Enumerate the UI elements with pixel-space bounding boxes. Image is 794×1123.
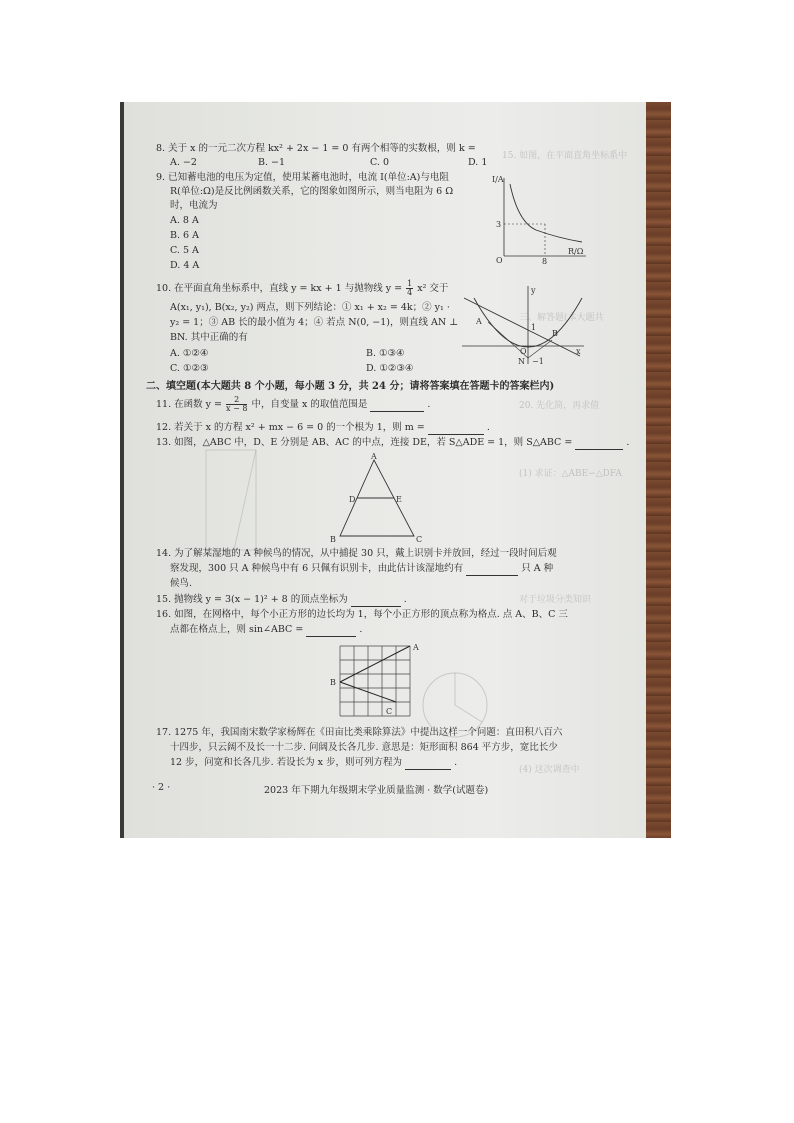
q10-label-b: B bbox=[552, 329, 558, 338]
q9-stem-3: 时，电流为 bbox=[170, 200, 218, 211]
exam-paper: 15. 如图，在平面直角坐标系中 三、解答题(本大题共 20. 先化简，再求值 (1) 求证：△ABE∽△DFA 对于垃圾分类知识 (4) 这次调查中 8. 关于 x 的一元二次方程 kx² + 2x − 1 = 0 有两个相等的实数根，则 k = A. −2 B. −1 C. 0 D. 1 9. 已知蓄电池的电压为定值，使用某蓄电池时，电流 I(单位:A)与电阻 R(单位:Ω)是反比例函数关系，它的图象如图所示，则当电阻为 6 Ω 时，电流为 A. 8 A B. 6 A C. 5 A D. 4 A I/A R/Ω O 3 8 10. 在平面直角坐标系中，直线 y = kx + 1 与抛物线 y = $\frac{1}{4}$ x² 交于 A(x₁, y₁), B(x₂, y₂) 两点，则下列结论：① x₁ + x₂ = 4k；② y₁ · y₂ = 1；③ AB 长的最小值为 4；④ 若点 N(0, −1)，则直线 AN ⊥ BN. 其中正确的有 A. ①②④ B. ①③④ C. ①②③ D. ①②③④ y A 1 B O x N −1 二、填空题(本大题共 8 个小题，每小题 3 分，共 24 分；请将答案填在答题卡的答案栏内) 11. 在函数 y = $\frac{2}{x - 8}$ 中，自变量 x 的取值范围是 . 12. 若关于 x 的方程 x² + mx − 6 = 0 的一个根为 1，则 m = . 13. 如图，△ABC 中，D、E 分别是 AB、AC 的中点，连接 DE，若 S△ADE = 1，则 S△ABC = . A D E B C 14. 为了解某湿地的 A 种候鸟的情况，从中捕捉 30 只，戴上识别卡并放回，经过一段时间后观 察发现，300 只 A 种候鸟中有 6 只佩有识别卡，由此估计该湿地约有 只 A 种 候鸟. 15. 抛物线 y = 3(x − 1)² + 8 的顶点坐标为 . 16. 如图，在网格中，每个小正方形的边长均为 1，每个小正方形的顶点称为格点. 点 A、B、C 三 点都在格点上，则 sin∠ABC = . A B C 17. 1275 年，我国南宋数学家杨辉在《田亩比类乘除算法》中提出这样一个问题：直田积八百六 十四步，只云阔不及长一十二步. 问阔及长各几步. 意思是：矩形面积 864 平方步，宽比长少 12 步，问宽和长各几步. 若设长为 x 步，则可列方程为 . · 2 · 2023 年下期九年级期末学业质量监测 · 数学(试题卷) bbox=[124, 102, 646, 838]
q16-label-c: C bbox=[386, 707, 393, 716]
section2-heading: 二、填空题(本大题共 8 个小题，每小题 3 分，共 24 分；请将答案填在答题卡的答案栏内) bbox=[146, 381, 555, 392]
q10-option-b: B. ①③④ bbox=[366, 348, 405, 359]
q13-answer-blank bbox=[575, 436, 623, 450]
q14-line-1: 14. 为了解某湿地的 A 种候鸟的情况，从中捕捉 30 只，戴上识别卡并放回，经过一段时间后观 bbox=[156, 548, 557, 559]
q16-segment-ba bbox=[340, 646, 410, 682]
q10-x-label: x bbox=[576, 347, 581, 356]
q10-label-n: N bbox=[518, 357, 525, 366]
q9-hyperbola bbox=[510, 184, 582, 242]
q10-stem-1: 10. 在平面直角坐标系中，直线 y = kx + 1 与抛物线 y = $\frac{1}{4}$ x² 交于 bbox=[156, 279, 449, 297]
q11-answer-blank bbox=[370, 398, 424, 412]
exam-photo bbox=[120, 102, 671, 838]
q9-y-axis-label: I/A bbox=[492, 175, 504, 184]
footer-title: 2023 年下期九年级期末学业质量监测 · 数学(试题卷) bbox=[264, 785, 489, 796]
q10-option-d: D. ①②③④ bbox=[366, 363, 414, 374]
q8-option-b: B. −1 bbox=[258, 157, 286, 168]
q11-fraction: $\frac{2}{x - 8}$ bbox=[226, 395, 248, 413]
q16-line-1: 16. 如图，在网格中，每个小正方形的边长均为 1，每个小正方形的顶点称为格点. 点 A、B、C 三 bbox=[156, 609, 568, 620]
q8-option-c: C. 0 bbox=[370, 157, 390, 168]
q9-x-axis-label: R/Ω bbox=[568, 247, 584, 256]
q11-stem: 11. 在函数 y = $\frac{2}{x - 8}$ 中，自变量 x 的取值范围是 . bbox=[156, 395, 431, 413]
q10-fraction: $\frac{1}{4}$ bbox=[407, 279, 413, 297]
q10-label-a: A bbox=[476, 317, 482, 326]
q13-label-d: D bbox=[349, 495, 356, 504]
q10-option-c: C. ①②③ bbox=[170, 363, 209, 374]
q9-option-a: A. 8 A bbox=[170, 215, 199, 226]
q12-answer-blank bbox=[428, 421, 484, 435]
q13-label-b: B bbox=[330, 535, 336, 544]
q16-label-b: B bbox=[330, 678, 336, 687]
q13-stem: 13. 如图，△ABC 中，D、E 分别是 AB、AC 的中点，连接 DE，若 S△ADE = 1，则 S△ABC = . bbox=[156, 437, 630, 448]
q17-answer-blank bbox=[405, 756, 451, 770]
q10-origin-label: O bbox=[520, 347, 527, 356]
q13-label-a: A bbox=[371, 452, 377, 461]
q9-option-b: B. 6 A bbox=[170, 230, 199, 241]
page-number: · 2 · bbox=[152, 782, 171, 793]
q16-label-a: A bbox=[413, 643, 419, 652]
q14-line-2: 察发现，300 只 A 种候鸟中有 6 只佩有识别卡，由此估计该湿地约有 只 A 种 bbox=[170, 563, 554, 574]
q17-line-2: 十四步，只云阔不及长一十二步. 问阔及长各几步. 意思是：矩形面积 864 平方步，宽比长少 bbox=[170, 742, 558, 753]
q8-option-d: D. 1 bbox=[468, 157, 488, 168]
q9-origin-label: O bbox=[496, 256, 503, 264]
q10-stem-4: BN. 其中正确的有 bbox=[170, 332, 248, 343]
q15-answer-blank bbox=[351, 593, 401, 607]
q15-stem: 15. 抛物线 y = 3(x − 1)² + 8 的顶点坐标为 . bbox=[156, 594, 407, 605]
q13-triangle-figure bbox=[322, 452, 432, 544]
q9-stem-2: R(单位:Ω)是反比例函数关系，它的图象如图所示，则当电阻为 6 Ω bbox=[170, 186, 454, 197]
q10-stem-2: A(x₁, y₁), B(x₂, y₂) 两点，则下列结论：① x₁ + x₂ = 4k；② y₁ · bbox=[170, 302, 450, 313]
q10-y-label: y bbox=[531, 286, 536, 295]
q10-stem-3: y₂ = 1；③ AB 长的最小值为 4；④ 若点 N(0, −1)，则直线 AN ⊥ bbox=[170, 317, 459, 328]
q9-stem-1: 9. 已知蓄电池的电压为定值，使用某蓄电池时，电流 I(单位:A)与电阻 bbox=[156, 172, 449, 183]
q13-label-e: E bbox=[396, 495, 402, 504]
q12-stem: 12. 若关于 x 的方程 x² + mx − 6 = 0 的一个根为 1，则 m = . bbox=[156, 422, 490, 433]
q10-label-neg1: −1 bbox=[532, 357, 544, 366]
q8-stem: 8. 关于 x 的一元二次方程 kx² + 2x − 1 = 0 有两个相等的实数根，则 k = bbox=[156, 143, 476, 154]
q9-option-d: D. 4 A bbox=[170, 260, 200, 271]
q10-label-1: 1 bbox=[531, 323, 537, 332]
wood-background bbox=[646, 102, 671, 838]
q14-line-3: 候鸟. bbox=[170, 578, 193, 589]
q9-y-tick: 3 bbox=[496, 220, 502, 229]
q13-label-c: C bbox=[416, 535, 423, 544]
q16-line-2: 点都在格点上，则 sin∠ABC = . bbox=[170, 624, 363, 635]
q9-option-c: C. 5 A bbox=[170, 245, 199, 256]
ghost-figure bbox=[204, 442, 294, 562]
q16-grid-figure bbox=[322, 640, 424, 722]
q10-graph bbox=[460, 284, 586, 366]
q17-line-1: 17. 1275 年，我国南宋数学家杨辉在《田亩比类乘除算法》中提出这样一个问题：直田积八百六 bbox=[156, 727, 563, 738]
q16-grid bbox=[340, 646, 410, 716]
q17-line-3: 12 步，问宽和长各几步. 若设长为 x 步，则可列方程为 . bbox=[170, 757, 458, 768]
q14-answer-blank bbox=[466, 562, 518, 576]
q9-x-tick: 8 bbox=[542, 257, 548, 264]
q10-option-a: A. ①②④ bbox=[170, 348, 209, 359]
q16-answer-blank bbox=[306, 623, 356, 637]
q8-option-a: A. −2 bbox=[170, 157, 197, 168]
q9-graph bbox=[490, 174, 590, 264]
